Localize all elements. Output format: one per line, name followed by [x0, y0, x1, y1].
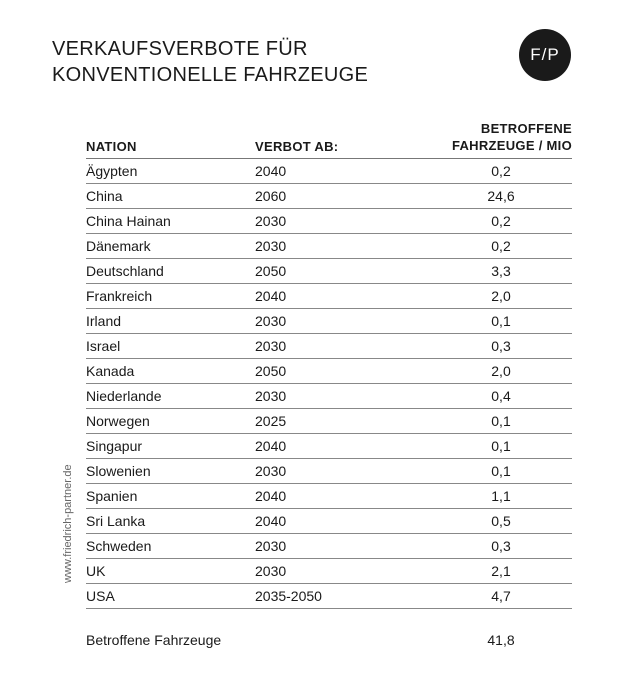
cell-fahrzeuge: 0,5 — [491, 513, 511, 529]
total-row — [86, 628, 572, 652]
cell-verbot: 2030 — [255, 538, 287, 554]
cell-verbot: 2050 — [255, 363, 287, 379]
cell-verbot: 2030 — [255, 238, 287, 254]
table-row — [86, 359, 572, 384]
cell-verbot: 2040 — [255, 163, 287, 179]
cell-nation: China — [86, 188, 123, 204]
fp-logo: F/P — [519, 29, 571, 81]
cell-verbot: 2040 — [255, 438, 287, 454]
cell-nation: Dänemark — [86, 238, 151, 254]
title-line-2: KONVENTIONELLE FAHRZEUGE — [52, 64, 369, 86]
table-row — [86, 284, 572, 309]
table-row — [86, 159, 572, 184]
table-row — [86, 559, 572, 584]
cell-verbot: 2030 — [255, 563, 287, 579]
header-nation: NATION — [86, 139, 137, 154]
cell-nation: China Hainan — [86, 213, 171, 229]
table-row — [86, 459, 572, 484]
cell-nation: Deutschland — [86, 263, 164, 279]
cell-nation: Sri Lanka — [86, 513, 146, 529]
cell-nation: Israel — [86, 338, 121, 354]
header-betroffene — [452, 120, 572, 154]
website-url: www.friedrich-partner.de — [62, 464, 74, 583]
table-body — [86, 159, 572, 609]
cell-verbot: 2040 — [255, 288, 287, 304]
table-header — [86, 118, 572, 159]
total-value: 41,8 — [487, 632, 515, 648]
cell-nation: USA — [86, 588, 115, 604]
cell-fahrzeuge: 2,0 — [491, 288, 511, 304]
cell-verbot: 2030 — [255, 463, 287, 479]
cell-verbot: 2025 — [255, 413, 287, 429]
page-title — [52, 36, 368, 88]
cell-fahrzeuge: 0,1 — [491, 438, 511, 454]
table-row — [86, 209, 572, 234]
cell-nation: Niederlande — [86, 388, 162, 404]
cell-fahrzeuge: 0,2 — [491, 213, 511, 229]
header-betroffene-line1: BETROFFENE — [480, 121, 572, 136]
cell-verbot: 2030 — [255, 338, 287, 354]
table-row — [86, 334, 572, 359]
cell-fahrzeuge: 0,1 — [491, 463, 511, 479]
cell-nation: Kanada — [86, 363, 135, 379]
cell-verbot: 2030 — [255, 213, 287, 229]
cell-fahrzeuge: 0,1 — [491, 313, 511, 329]
cell-nation: UK — [86, 563, 106, 579]
cell-nation: Schweden — [86, 538, 152, 554]
table-row — [86, 384, 572, 409]
cell-fahrzeuge: 1,1 — [491, 488, 511, 504]
table-row — [86, 484, 572, 509]
cell-nation: Frankreich — [86, 288, 153, 304]
ban-table — [86, 118, 572, 609]
title-line-1: VERKAUFSVERBOTE FÜR — [52, 38, 308, 60]
cell-fahrzeuge: 2,1 — [491, 563, 511, 579]
total-label: Betroffene Fahrzeuge — [86, 632, 222, 648]
cell-verbot: 2050 — [255, 263, 287, 279]
cell-nation: Norwegen — [86, 413, 150, 429]
cell-nation: Spanien — [86, 488, 138, 504]
cell-fahrzeuge: 4,7 — [491, 588, 511, 604]
table-row — [86, 409, 572, 434]
table-row — [86, 259, 572, 284]
header-verbot: VERBOT AB: — [255, 139, 339, 154]
table-row — [86, 234, 572, 259]
cell-verbot: 2060 — [255, 188, 287, 204]
cell-nation: Singapur — [86, 438, 143, 454]
table-row — [86, 434, 572, 459]
cell-fahrzeuge: 0,3 — [491, 538, 511, 554]
cell-verbot: 2035-2050 — [255, 588, 322, 604]
cell-fahrzeuge: 0,2 — [491, 238, 511, 254]
cell-fahrzeuge: 0,3 — [491, 338, 511, 354]
cell-fahrzeuge: 0,2 — [491, 163, 511, 179]
cell-verbot: 2040 — [255, 513, 287, 529]
cell-fahrzeuge: 2,0 — [491, 363, 511, 379]
cell-fahrzeuge: 3,3 — [491, 263, 511, 279]
cell-nation: Slowenien — [86, 463, 151, 479]
cell-verbot: 2040 — [255, 488, 287, 504]
table-row — [86, 184, 572, 209]
cell-fahrzeuge: 0,1 — [491, 413, 511, 429]
cell-fahrzeuge: 0,4 — [491, 388, 511, 404]
table-row — [86, 584, 572, 609]
cell-nation: Ägypten — [86, 163, 138, 179]
cell-nation: Irland — [86, 313, 122, 329]
cell-verbot: 2030 — [255, 388, 287, 404]
cell-verbot: 2030 — [255, 313, 287, 329]
table-row — [86, 309, 572, 334]
table-row — [86, 534, 572, 559]
header-betroffene-line2: FAHRZEUGE / MIO — [451, 138, 572, 153]
cell-fahrzeuge: 24,6 — [487, 188, 515, 204]
table-row — [86, 509, 572, 534]
